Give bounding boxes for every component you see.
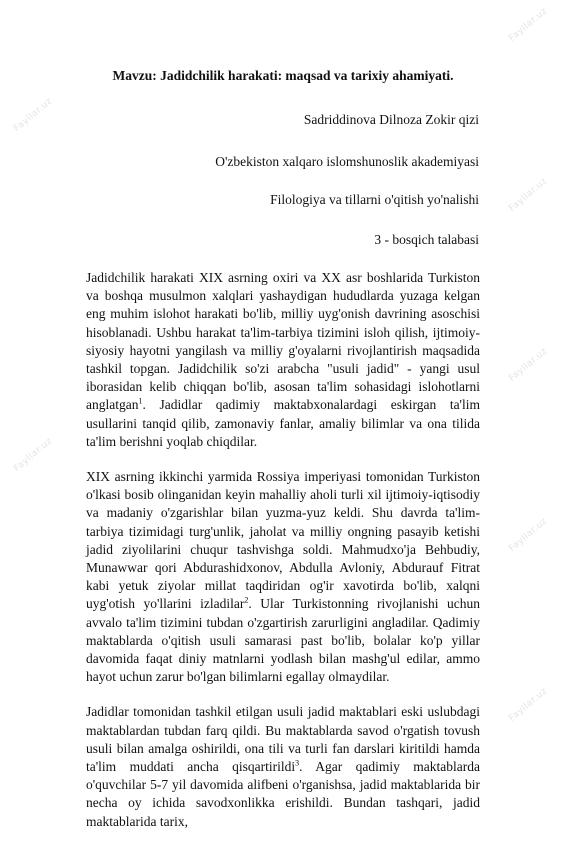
paragraph-1-text-b: . Jadidlar qadimiy maktabxonalardagi eskirgan ta'lim usullarini tanqid qilib, zamonaviy fanlar, amaliy bilimlar va ona tilida ta'lim berishni yoqlab chiqdilar. <box>86 397 480 449</box>
watermark: Fayllar.uz <box>507 6 550 44</box>
author-name: Sadriddinova Dilnoza Zokir qizi <box>303 112 479 127</box>
footnote-ref-3[interactable]: 3 <box>295 758 300 768</box>
institution-name: O'zbekiston xalqaro islomshunoslik akademiyasi <box>215 154 479 169</box>
footnote-ref-2[interactable]: 2 <box>244 595 249 605</box>
course-level: 3 - bosqich talabasi <box>374 232 479 247</box>
watermark: Fayllar.uz <box>12 436 55 474</box>
paragraph-1 <box>86 269 480 451</box>
paragraph-2-text-b: . Ular Turkistonning rivojlanishi uchun avvalo ta'lim tizimini tubdan o'zgartirish zarurligini angladilar. Qadimiy maktablarda o'qitish usuli samarasi past bo'lib, bolalar ko'p yillar davomida faqat diniy matnlarni yodlash bilan mashg'ul edilar, ammo hayot uchun zarur bo'lgan bilimlarni egallay olmaydilar. <box>86 596 480 685</box>
paragraph-2-text-a: XIX asrning ikkinchi yarmida Rossiya imperiyasi tomonidan Turkiston o'lkasi bosib olinganidan keyin mahalliy aholi turli xil ijtimoiy-iqtisodiy va madaniy o'zgarishlar bilan yuzma-yuz keldi. Shu davrda ta'lim-tarbiya tizimidagi turg'unlik, jaholat va milliy ongning pasayib ketishi jadid ziyolilarini chuqur tashvishga soldi. Mahmudxo'ja Behbudiy, Munawwar qori Abdurashidxonov, Abdulla Avloniy, Abdurauf Fitrat kabi yetuk ziyolar millat taqdiridan og'ir xavotirda bo'lib, xalqni uyg'otish yo'llarini izladilar <box>86 469 480 612</box>
department-name: Filologiya va tillarni o'qitish yo'nalishi <box>270 192 479 207</box>
document-body <box>86 269 480 848</box>
paragraph-3 <box>86 703 480 830</box>
document-title: Mavzu: Jadidchilik harakati: maqsad va tarixiy ahamiyati. <box>112 68 454 83</box>
paragraph-1-text-a: Jadidchilik harakati XIX asrning oxiri va XX asr boshlarida Turkiston va boshqa musulmon xalqlari yashaydigan hududlarda yuzaga kelgan eng muhim islohot harakati bo'lib, milliy uyg'onish davrining asoschisi hisoblanadi. Ushbu harakat ta'lim-tarbiya tizimini isloh qilish, ijtimoiy-siyosiy hayotni yangilash va milliy g'oyalarni rivojlantirish maqsadida tashkil topgan. Jadidchilik so'zi arabcha "usuli jadid" - yangi usul iborasidan kelib chiqqan bo'lib, asosan ta'lim sohasidagi islohotlarni anglatgan <box>86 270 480 413</box>
paragraph-3-text-a: Jadidlar tomonidan tashkil etilgan usuli jadid maktablari eski uslubdagi maktablardan tubdan farq qildi. Bu maktablarda savod o'rgatish tovush usuli bilan amalga oshirildi, ona tili va turli fan darslari kiritildi hamda ta'lim muddati ancha qisqartirildi <box>86 704 480 775</box>
watermark: Fayllar.uz <box>507 176 550 214</box>
watermark: Fayllar.uz <box>507 686 550 724</box>
paragraph-3-text-b: . Agar qadimiy maktablarda o'quvchilar 5-7 yil davomida alifbeni o'rganishsa, jadid maktablarida bir necha oy ichida savodxonlikka erishildi. Bundan tashqari, jadid maktablarida tarix, <box>86 759 480 829</box>
paragraph-2 <box>86 468 480 686</box>
footnote-ref-1[interactable]: 1 <box>138 396 143 406</box>
watermark: Fayllar.uz <box>507 346 550 384</box>
watermark: Fayllar.uz <box>507 516 550 554</box>
watermark: Fayllar.uz <box>12 96 55 134</box>
